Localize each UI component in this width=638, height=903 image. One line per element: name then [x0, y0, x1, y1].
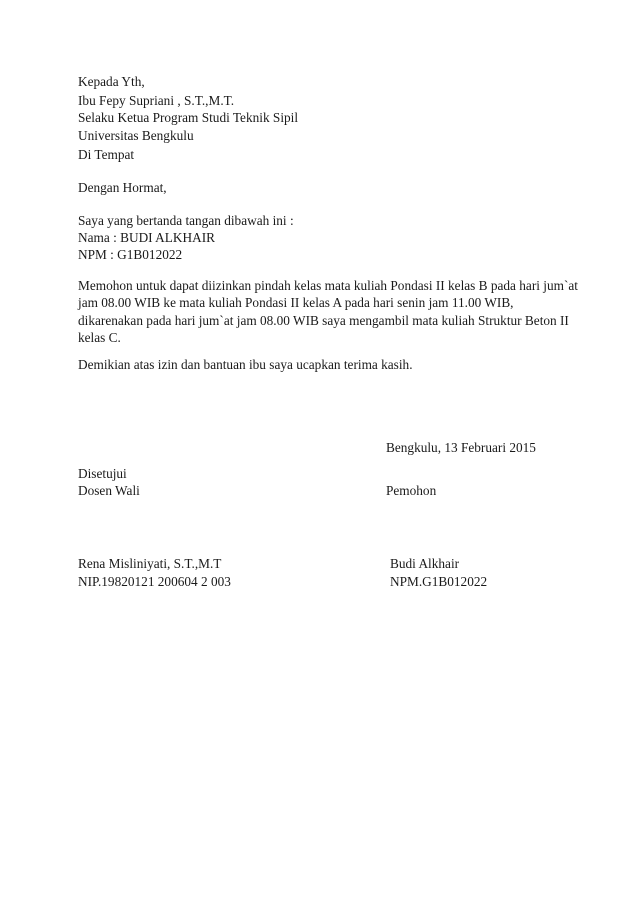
identity-name: Nama : BUDI ALKHAIR	[78, 230, 216, 245]
request-line: Memohon untuk dapat diizinkan pindah kelas mata kuliah Pondasi II kelas B pada hari jum`at	[78, 278, 578, 293]
applicant-role: Pemohon	[386, 483, 437, 498]
request-line: kelas C.	[78, 329, 121, 345]
request-line: jam 08.00 WIB ke mata kuliah Pondasi II kelas A pada hari senin jam 11.00 WIB,	[78, 295, 514, 311]
recipient-place: Di Tempat	[78, 147, 135, 162]
recipient-name: Ibu Fepy Supriani , S.T.,M.T.	[78, 93, 235, 108]
identity-intro: Saya yang bertanda tangan dibawah ini :	[78, 213, 294, 228]
greeting: Dengan Hormat,	[78, 180, 167, 195]
place-date: Bengkulu, 13 Februari 2015	[386, 440, 536, 455]
recipient-position: Selaku Ketua Program Studi Teknik Sipil	[78, 110, 299, 125]
identity-npm: NPM : G1B012022	[78, 247, 183, 262]
closing-sentence: Demikian atas izin dan bantuan ibu saya ucapkan terima kasih.	[78, 357, 413, 372]
approver-nip: NIP.19820121 200604 2 003	[78, 574, 231, 589]
applicant-name: Budi Alkhair	[390, 556, 460, 571]
recipient-institution: Universitas Bengkulu	[78, 128, 194, 143]
request-line: dikarenakan pada hari jum`at jam 08.00 WIB saya mengambil mata kuliah Struktur Beton II	[78, 312, 569, 328]
applicant-npm: NPM.G1B012022	[390, 574, 488, 589]
approval-label: Disetujui	[78, 466, 127, 481]
approver-name: Rena Misliniyati, S.T.,M.T	[78, 556, 222, 571]
approval-role: Dosen Wali	[78, 483, 140, 498]
request-paragraph	[78, 277, 578, 346]
recipient-salutation: Kepada Yth,	[78, 74, 145, 89]
